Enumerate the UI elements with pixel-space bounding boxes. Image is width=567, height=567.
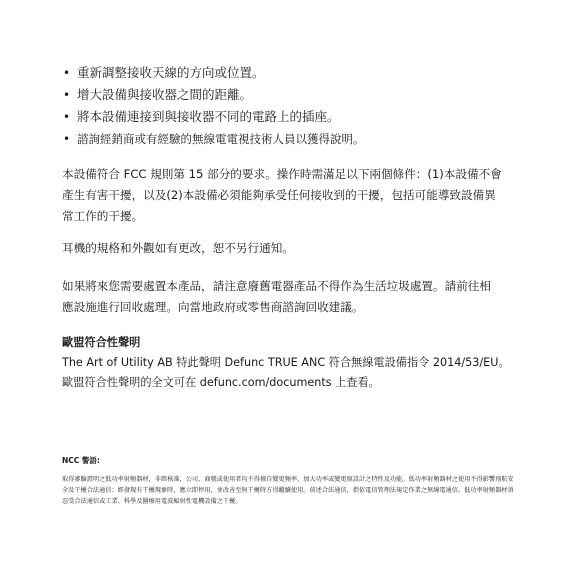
list-item: [61, 62, 531, 84]
spec-notice: 耳機的規格和外觀如有更改，恕不另行通知。: [62, 241, 294, 255]
ncc-warning-title: NCC 警語:: [62, 456, 100, 465]
list-item-text: 重新調整接收天線的方向或位置。: [77, 65, 265, 80]
list-item-text: 將本設備連接到與接收器不同的電路上的插座。: [77, 109, 340, 124]
list-item-text: 諮詢經銷商或有經驗的無線電電視技術人員以獲得說明。: [77, 132, 365, 146]
list-item: [61, 128, 531, 150]
troubleshooting-list: [61, 62, 531, 150]
bullet-icon: •: [63, 110, 71, 124]
fcc-paragraph: 本設備符合 FCC 規則第 15 部分的要求。操作時需滿足以下兩個條件：(1)本設備不會產生有害干擾，以及(2)本設備必須能夠承受任何接收到的干擾，包括可能導致設備異常工作的干擾。: [62, 167, 502, 223]
list-item-text: 增大設備與接收器之間的距離。: [77, 87, 253, 102]
eu-declaration-body: The Art of Utility AB 特此聲明 Defunc TRUE ANC 符合無線電設備指令 2014/53/EU。歐盟符合性聲明的全文可在 defunc.com/documents 上查看。: [62, 356, 510, 389]
list-item: [61, 84, 531, 106]
ncc-warning-body: 取得審驗證明之低功率射頻器材，非經核准，公司、商號或使用者均不得擅自變更頻率、加大功率或變更原設計之特性及功能。低功率射頻器材之使用不得影響飛航安全及干擾合法通信；經發現有干擾現象時，應立即停用，並改善至無干擾時方得繼續使用。前述合法通信，指依電信管理法規定作業之無線電通信。低功率射頻器材須忍受合法通信或工業、科學及醫療用電波輻射性電機設備之干擾。: [62, 476, 514, 505]
eu-declaration-title: 歐盟符合性聲明: [62, 336, 141, 349]
disposal-paragraph: 如果將來您需要處置本產品，請注意廢舊電器產品不得作為生活垃圾處置。請前往相應設施進行回收處理。向當地政府或零售商諮詢回收建議。: [62, 279, 491, 314]
list-item: [61, 106, 531, 128]
bullet-icon: •: [63, 88, 71, 102]
eu-declaration: [62, 333, 512, 393]
bullet-icon: •: [63, 132, 71, 146]
ncc-warning: [62, 455, 517, 507]
bullet-icon: •: [63, 66, 71, 80]
